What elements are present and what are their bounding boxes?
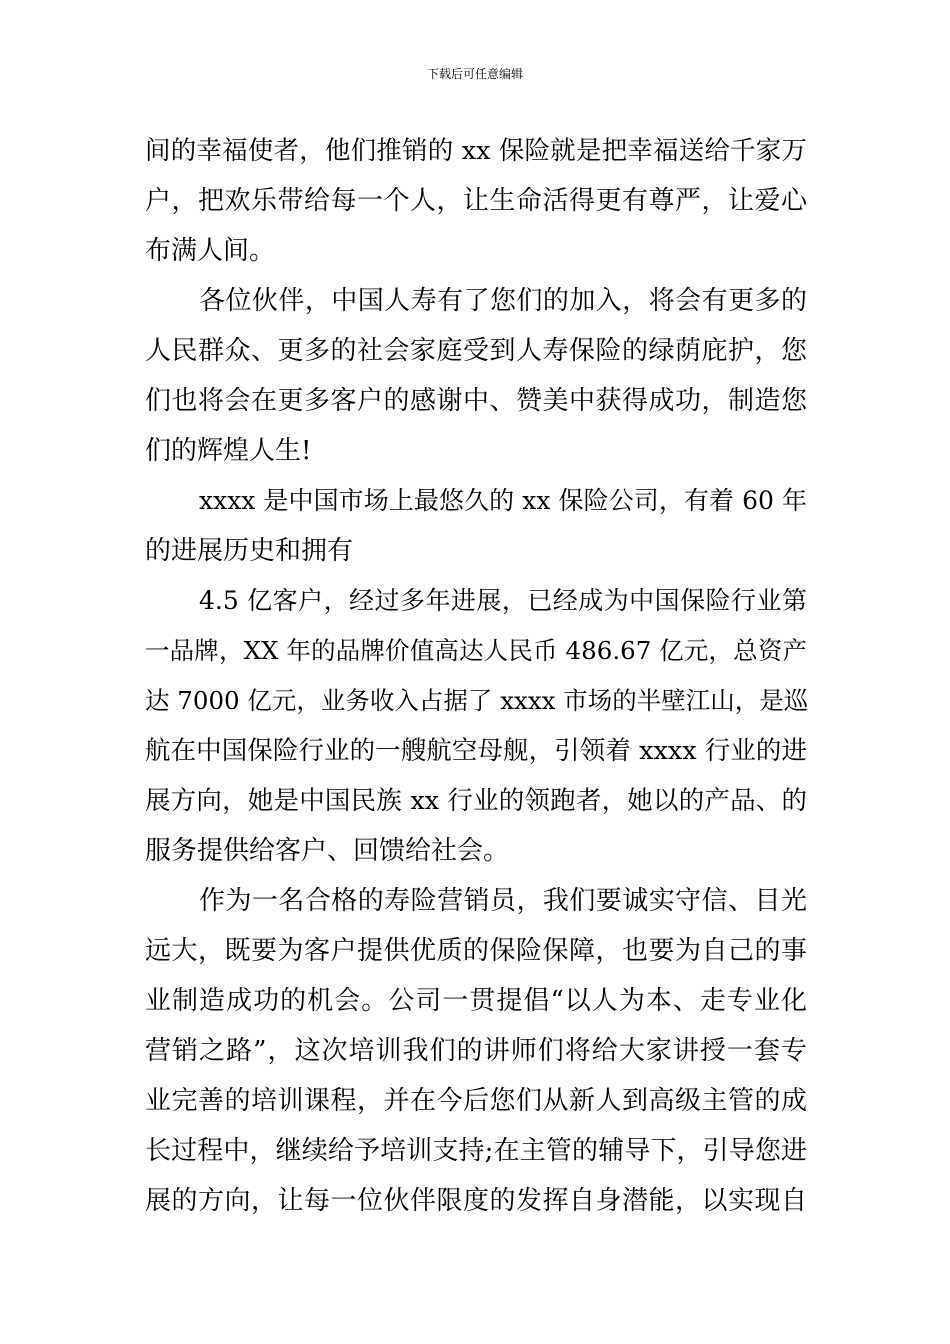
page-header: 下载后可任意编辑 [426, 67, 523, 81]
text-line: 们也将会在更多客户的感谢中、赞美中获得成功，制造您 [145, 386, 807, 416]
text-line: 4.5 亿客户，经过多年进展，已经成为中国保险行业第 [199, 586, 807, 615]
text-line: 远大，既要为客户提供优质的保险保障，也要为自己的事 [145, 936, 807, 966]
text-line: 一品牌，XX 年的品牌价值高达人民币 486.67 亿元，总资产 [145, 636, 807, 665]
text-line: 长过程中，继续给予培训支持;在主管的辅导下，引导您进 [145, 1136, 807, 1166]
text-line: 营销之路”，这次培训我们的讲师们将给大家讲授一套专 [145, 1036, 807, 1066]
text-line: 作为一名合格的寿险营销员，我们要诚实守信、目光 [199, 886, 807, 916]
text-line: 户，把欢乐带给每一个人，让生命活得更有尊严，让爱心 [145, 186, 807, 216]
text-line: 各位伙伴，中国人寿有了您们的加入，将会有更多的 [199, 286, 807, 316]
text-line: 的进展历史和拥有 [145, 536, 354, 566]
text-line: 达 7000 亿元，业务收入占据了 xxxx 市场的半壁江山，是巡 [145, 686, 809, 715]
text-line: xxxx 是中国市场上最悠久的 xx 保险公司，有着 60 年 [199, 486, 807, 515]
text-line: 们的辉煌人生! [145, 436, 312, 466]
text-line: 服务提供给客户、回馈给社会。 [145, 836, 510, 866]
text-line: 展方向，她是中国民族 xx 行业的领跑者，她以的产品、的 [145, 786, 807, 816]
text-line: 业完善的培训课程，并在今后您们从新人到高级主管的成 [145, 1086, 807, 1116]
text-line: 航在中国保险行业的一艘航空母舰，引领着 xxxx 行业的进 [145, 736, 807, 766]
text-line: 布满人间。 [145, 236, 276, 266]
text-line: 展的方向，让每一位伙伴限度的发挥自身潜能，以实现自 [145, 1186, 807, 1216]
text-line: 业制造成功的机会。公司一贯提倡“以人为本、走专业化 [145, 986, 807, 1016]
text-line: 人民群众、更多的社会家庭受到人寿保险的绿荫庇护，您 [145, 336, 807, 366]
document-body [145, 126, 807, 1226]
text-line: 间的幸福使者，他们推销的 xx 保险就是把幸福送给千家万 [145, 136, 807, 166]
